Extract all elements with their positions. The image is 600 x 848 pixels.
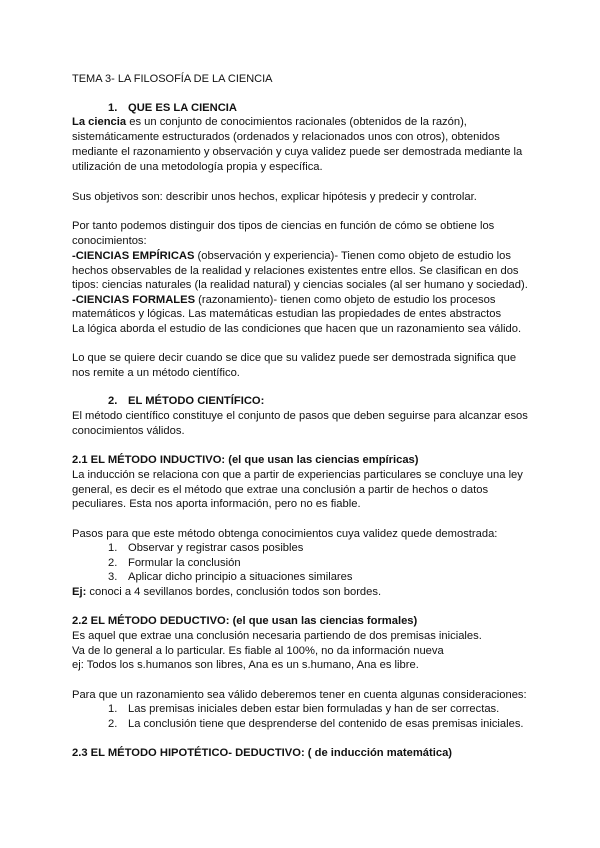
paragraph-line: sistemáticamente estructurados (ordenados y relacionados unos con otros), obtenidos — [72, 131, 500, 143]
section-2-1-heading: 2.1 EL MÉTODO INDUCTIVO: (el que usan las ciencias empíricas) — [72, 454, 419, 466]
list-item: 2. Formular la conclusión — [108, 557, 241, 569]
list-item: 3. Aplicar dicho principio a situaciones similares — [108, 571, 353, 583]
paragraph-line: Por tanto podemos distinguir dos tipos de ciencias en función de cómo se obtiene los — [72, 220, 495, 232]
section-2-2-heading: 2.2 EL MÉTODO DEDUCTIVO: (el que usan las ciencias formales) — [72, 615, 418, 627]
section-2-heading — [108, 394, 264, 408]
paragraph-line: La lógica aborda el estudio de las condiciones que hacen que un razonamiento sea válido. — [72, 323, 522, 335]
paragraph-line: ej: Todos los s.humanos son libres, Ana es un s.humano, Ana es libre. — [72, 659, 419, 671]
paragraph-line: utilización de una metodología propia y específica. — [72, 161, 323, 173]
paragraph-line: Ej: conoci a 4 sevillanos bordes, conclusión todos son bordes. — [72, 586, 382, 598]
paragraph-line: mediante el razonamiento y observación y cuya validez puede ser demostrada mediante la — [72, 146, 523, 158]
paragraph-line: Pasos para que este método obtenga conocimientos cuya validez quede demostrada: — [72, 528, 498, 540]
paragraph-line: hechos observables de la realidad y relaciones existentes entre ellos. Se clasifican en dos — [72, 265, 519, 277]
paragraph-line: nos remite a un método científico. — [72, 367, 240, 379]
paragraph-line: -CIENCIAS EMPÍRICAS (observación y experiencia)- Tienen como objeto de estudio los — [72, 250, 511, 262]
paragraph-line: conocimientos válidos. — [72, 425, 185, 437]
paragraph-line: Va de lo general a lo particular. Es fiable al 100%, no da información nueva — [72, 645, 444, 657]
paragraph-line: -CIENCIAS FORMALES (razonamiento)- tienen como objeto de estudio los procesos — [72, 294, 496, 306]
section-2-3-heading: 2.3 EL MÉTODO HIPOTÉTICO- DEDUCTIVO: ( de inducción matemática) — [72, 747, 453, 759]
definition-term: La ciencia — [72, 116, 127, 128]
paragraph-line: El método científico constituye el conjunto de pasos que deben seguirse para alcanzar esos — [72, 410, 528, 422]
section-2-number: 2. — [108, 395, 118, 407]
paragraph-line: Sus objetivos son: describir unos hechos, explicar hipótesis y predecir y controlar. — [72, 191, 477, 203]
paragraph-line: Para que un razonamiento sea válido deberemos tener en cuenta algunas consideraciones: — [72, 689, 527, 701]
paragraph-line: Es aquel que extrae una conclusión necesaria partiendo de dos premisas iniciales. — [72, 630, 482, 642]
paragraph-line: La inducción se relaciona con que a partir de experiencias particulares se concluye una ley — [72, 469, 523, 481]
section-2-title: EL MÉTODO CIENTÍFICO: — [128, 395, 265, 407]
paragraph-line: tipos: ciencias naturales (la realidad natural) y ciencias sociales (al ser humano y sociedad). — [72, 279, 528, 291]
list-item: 1. Observar y registrar casos posibles — [108, 542, 304, 554]
list-item: 1. Las premisas iniciales deben estar bien formuladas y han de ser correctas. — [108, 703, 500, 715]
section-1-title: QUE ES LA CIENCIA — [128, 102, 237, 114]
paragraph-line: peculiares. Esta nos aporta información, pero no es fiable. — [72, 498, 361, 510]
paragraph-line: matemáticos y lógicas. Las matemáticas estudian las propiedades de entes abstractos — [72, 308, 502, 320]
section-1-number: 1. — [108, 102, 118, 114]
example-term: Ej: — [72, 586, 87, 598]
formales-term: -CIENCIAS FORMALES — [72, 294, 196, 306]
empiricas-term: -CIENCIAS EMPÍRICAS — [72, 250, 195, 262]
paragraph-line: general, es decir es el método que extrae una conclusión a partir de hechos o datos — [72, 484, 489, 496]
paragraph-line: La ciencia es un conjunto de conocimientos racionales (obtenidos de la razón), — [72, 116, 467, 128]
document-title: TEMA 3- LA FILOSOFÍA DE LA CIENCIA — [72, 73, 273, 85]
paragraph-line: Lo que se quiere decir cuando se dice que su validez puede ser demostrada significa que — [72, 352, 517, 364]
paragraph-line: conocimientos: — [72, 235, 147, 247]
section-1-heading — [108, 101, 237, 115]
list-item: 2. La conclusión tiene que desprenderse del contenido de esas premisas iniciales. — [108, 718, 524, 730]
